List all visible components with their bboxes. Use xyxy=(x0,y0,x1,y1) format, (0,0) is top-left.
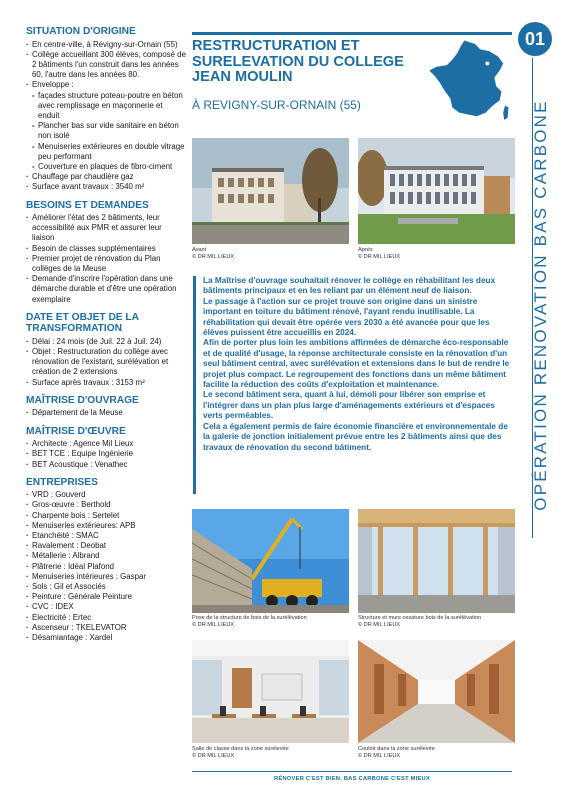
list-item: · Plâtrerie : Idéal Plafond xyxy=(26,562,186,572)
photo-credit: © DR MIL LIEUX xyxy=(192,254,235,260)
besoins-list xyxy=(26,213,186,305)
footer-slogan: RÉNOVER C'EST BIEN, BAS CARBONE C'EST MIEUX xyxy=(274,776,430,782)
photo-credit: © DR MIL LIEUX xyxy=(192,753,235,759)
list-item: · Surface après travaux : 3153 m² xyxy=(26,378,186,388)
france-map-icon xyxy=(424,36,512,126)
photo-credit: © DR MIL LIEUX xyxy=(358,622,401,628)
list-item: · VRD : Gouverd xyxy=(26,490,186,500)
caption-apres xyxy=(358,247,400,261)
caption-text: Pose de la structure de bois de la surélévation xyxy=(192,615,307,621)
photo-credit: © DR MIL LIEUX xyxy=(358,254,401,260)
body-text xyxy=(203,276,515,453)
list-item: - Plancher bas sur vide sanitaire en béton non isolé xyxy=(26,121,186,141)
photo-salle-classe xyxy=(192,640,349,743)
list-item: · Améliorer l'état des 2 bâtiments, leur accessibilité aux PMR et assurer leur liaison xyxy=(26,213,186,244)
list-item: · Gros-œuvre : Berthold xyxy=(26,500,186,510)
list-item: · BET Acoustique : Venathec xyxy=(26,460,186,470)
caption-text: Salle de classe dans la zone surélevée xyxy=(192,746,289,752)
footer-rule xyxy=(192,771,512,772)
list-item: · CVC : IDEX xyxy=(26,602,186,612)
paragraph: Le passage à l'action sur ce projet trouve son origine dans un sinistre important en toiture du bâtiment rénové, l'ayant rendu inutilisable. La réhabilitation qui devait être opérée vers 2030 a été avancée pour que les élèves puissent être accueillis en 2024. xyxy=(203,296,490,338)
list-item: · Demande d'inscrire l'opération dans une démarche durable et d'être une opération exemplaire xyxy=(26,274,186,305)
list-item: · Désamiantage : Xardel xyxy=(26,633,186,643)
section-title-oeuvre: MAÎTRISE D'ŒUVRE xyxy=(26,425,126,437)
caption-avant xyxy=(192,247,234,261)
list-item: · Sols : Gil et Associés xyxy=(26,582,186,592)
vertical-section-label: OPÉRATION RENOVATION BAS CARBONE xyxy=(531,99,550,511)
paragraph: Cela a également permis de faire économie financière et environnementale de la galerie de jonction initialement prévue entre les 2 bâtiments ainsi que des travaux de rénovation du second bâtiment. xyxy=(203,421,508,452)
page-title: RESTRUCTURATION ET SURELEVATION DU COLLEGE JEAN MOULIN xyxy=(192,38,404,86)
page-subtitle: À REVIGNY-SUR-ORNAIN (55) xyxy=(192,98,361,112)
list-item: · Charpente bois : Sertelet xyxy=(26,511,186,521)
caption-text: Avant xyxy=(192,247,207,253)
list-item: · Objet : Restructuration du collège avec rénovation de l'existant, surélévation et création de 2 extensions xyxy=(26,347,186,378)
section-title-entreprises: ENTREPRISES xyxy=(26,476,98,488)
page-number-badge: 01 xyxy=(518,22,552,56)
situation-list xyxy=(26,40,186,91)
caption-salle xyxy=(192,746,289,760)
list-item: · Département de la Meuse xyxy=(26,408,186,418)
photo-couloir xyxy=(358,640,515,743)
list-item: · En centre-ville, à Révigny-sur-Ornain (55) xyxy=(26,40,186,50)
caption-text: Après xyxy=(358,247,373,253)
list-item: · Métallerie : Albrand xyxy=(26,551,186,561)
ouvrage-list xyxy=(26,408,186,418)
header-rule xyxy=(192,32,512,35)
left-column xyxy=(26,26,186,643)
list-item: · Premier projet de rénovation du Plan collèges de la Meuse xyxy=(26,254,186,274)
caption-pose xyxy=(192,615,307,629)
list-item: · Etanchéité : SMAC xyxy=(26,531,186,541)
photo-structure-bois xyxy=(358,509,515,613)
section-title-besoins: BESOINS ET DEMANDES xyxy=(26,199,149,211)
photo-apres xyxy=(358,138,515,244)
list-item: · Ravalement : Deobat xyxy=(26,541,186,551)
photo-avant xyxy=(192,138,349,244)
list-item: · Enveloppe : xyxy=(26,80,186,90)
section-title-situation: SITUATION D'ORIGINE xyxy=(26,26,136,37)
list-item: · Besoin de classes supplémentaires xyxy=(26,244,186,254)
entreprises-list xyxy=(26,490,186,643)
caption-text: Structure et murs ossature bois de la surélévation xyxy=(358,615,482,621)
photo-credit: © DR MIL LIEUX xyxy=(358,753,401,759)
photo-credit: © DR MIL LIEUX xyxy=(192,622,235,628)
caption-couloir xyxy=(358,746,435,760)
list-item: - façades structure poteau-poutre en béton avec remplissage en maçonnerie et enduit xyxy=(26,91,186,122)
list-item: · Peinture : Générale Peinture xyxy=(26,592,186,602)
list-item: · Délai : 24 mois (de Juil. 22 à Juil. 24) xyxy=(26,337,186,347)
paragraph: Afin de porter plus loin les ambitions affirmées de démarche éco-responsable et de qualité d'usage, la réponse architecturale consiste en la rénovation d'un seul bâtiment central, avec surélévation et extensions dans le but de rendre le projet plus compact. Le regroupement des fonctions dans un même bâtiment facilite la réduction des coûts d'exploitation et maintenance. xyxy=(203,338,510,390)
section-title-ouvrage: MAÎTRISE D'OUVRAGE xyxy=(26,394,139,406)
paragraph: La Maîtrise d'ouvrage souhaitait rénover le collège en réhabilitant les deux bâtiments principaux et en les reliant par un élément neuf de liaison. xyxy=(203,276,496,296)
list-item: - Menuiseries extérieures en double vitrage peu performant xyxy=(26,142,186,162)
list-item: - Couverture en plaques de fibro-ciment xyxy=(26,162,186,172)
list-item: · Architecte : Agence Mil Lieux xyxy=(26,439,186,449)
caption-text: Couloir dans la zone surélevée xyxy=(358,746,435,752)
list-item: · Menuiseries extérieures: APB xyxy=(26,521,186,531)
list-item: · Menuiseries intérieures : Gaspar xyxy=(26,572,186,582)
list-item: · Collège accueillant 300 élèves, composé de 2 bâtiments l'un construit dans les années 60, l'autre dans les années 80. xyxy=(26,50,186,81)
list-item: · BET TCE : Equipe Ingénierie xyxy=(26,449,186,459)
photo-pose-structure xyxy=(192,509,349,613)
paragraph-accent-bar xyxy=(193,276,196,494)
oeuvre-list xyxy=(26,439,186,470)
section-title-date: DATE ET OBJET DE LA TRANSFORMATION xyxy=(26,311,139,335)
list-item: · Surface avant travaux : 3540 m² xyxy=(26,182,186,192)
situation-list-after xyxy=(26,172,186,192)
date-list xyxy=(26,337,186,388)
caption-structure xyxy=(358,615,481,629)
enveloppe-sublist xyxy=(26,91,186,173)
list-item: · Electricité : Ertec xyxy=(26,613,186,623)
list-item: · Chauffage par chaudière gaz xyxy=(26,172,186,182)
list-item: · Ascenseur : TKELEVATOR xyxy=(26,623,186,633)
paragraph: Le second bâtiment sera, quant à lui, démoli pour libérer son emprise et l'intégrer dans un plan plus large d'aménagements extérieurs et d'espaces verts perméables. xyxy=(203,390,495,421)
